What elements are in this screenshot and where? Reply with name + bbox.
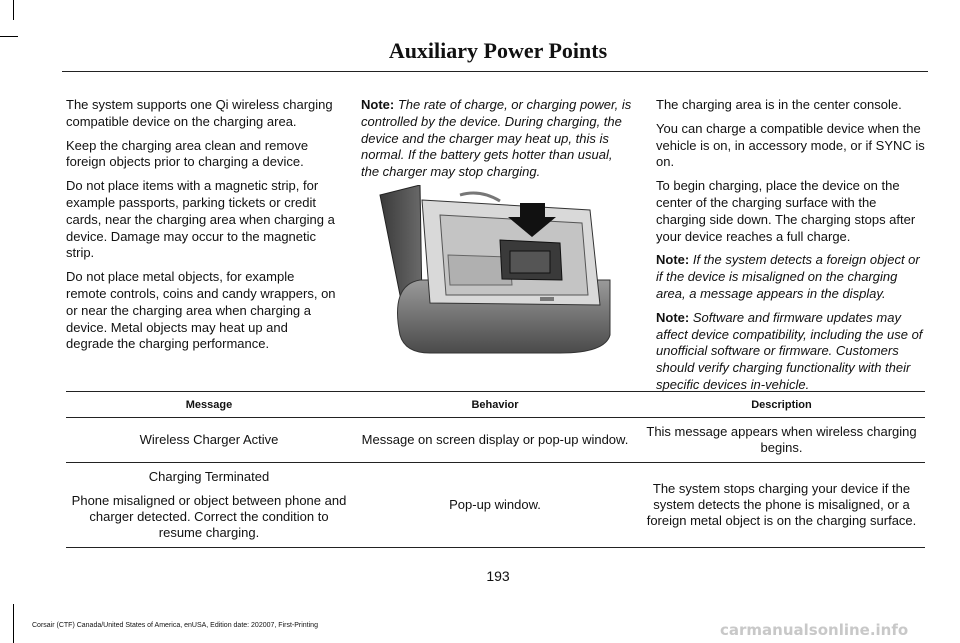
note-text: If the system detects a foreign object or if the device is misaligned on the charging area, a message appears in the display. — [656, 252, 920, 301]
footer-edition: Corsair (CTF) Canada/United States of America, enUSA, Edition date: 202007, First-Printing — [32, 622, 318, 629]
description-cell: The system stops charging your device if the system detects the phone is misaligned, or a foreign metal object is on the charging surface. — [638, 463, 925, 548]
table-header-row — [66, 392, 925, 418]
title-divider — [62, 71, 928, 72]
note-label: Note: — [361, 97, 395, 112]
note-label: Note: — [656, 252, 690, 268]
crop-mark — [13, 604, 14, 643]
behavior-cell: Message on screen display or pop-up window. — [352, 418, 638, 463]
note — [656, 252, 928, 302]
text-column-1 — [66, 97, 338, 360]
note — [656, 310, 928, 394]
note-text: Software and firmware updates may affect device compatibility, including the use of unofficial software or firmware. Customers should verify charging functionality with their specific devices in-vehicle. — [656, 309, 923, 392]
watermark: carmanualsonline.info — [720, 621, 909, 639]
column-header: Behavior — [352, 392, 638, 418]
note-text: The rate of charge, or charging power, is controlled by the device. During charging, the device and the charger may heat up, this is normal. If the battery gets hotter than usual, the charger may stop charging. — [361, 97, 632, 180]
message-text: Wireless Charger Active — [139, 432, 279, 447]
page-number: 193 — [486, 568, 510, 584]
center-console-icon — [360, 185, 620, 355]
paragraph: Do not place metal objects, for example remote controls, coins and candy wrappers, on or near the charging area when charging a device. Metal objects may heat up and degrade the charging performance. — [66, 269, 336, 352]
message-text: Phone misaligned or object between phone and charger detected. Correct the condition to resume charging. — [71, 493, 347, 540]
messages-table — [66, 391, 925, 548]
column-header: Description — [638, 392, 925, 418]
column-header: Message — [66, 392, 352, 418]
paragraph: The charging area is in the center console. — [656, 97, 902, 112]
note — [361, 97, 633, 181]
message-text: Charging Terminated — [148, 469, 270, 484]
message-cell — [66, 418, 352, 463]
table-row — [66, 463, 925, 548]
crop-mark — [13, 0, 14, 20]
paragraph: To begin charging, place the device on the center of the charging surface with the charging side down. The charging stops after your device reaches a full charge. — [656, 178, 916, 244]
description-cell: This message appears when wireless charging begins. — [638, 418, 925, 463]
paragraph: Keep the charging area clean and remove foreign objects prior to charging a device. — [66, 137, 309, 170]
behavior-cell: Pop-up window. — [352, 463, 638, 548]
charging-console-illustration — [360, 185, 620, 355]
page-title: Auxiliary Power Points — [388, 38, 608, 63]
text-column-3 — [656, 97, 928, 401]
paragraph: The system supports one Qi wireless charging compatible device on the charging area. — [66, 97, 333, 129]
paragraph: Do not place items with a magnetic strip, for example passports, parking tickets or credit cards, near the charging area when charging a device. Damage may occur to the magnetic strip. — [66, 178, 335, 261]
table-row — [66, 418, 925, 463]
crop-mark — [0, 36, 18, 37]
note-label: Note: — [656, 309, 690, 325]
paragraph: You can charge a compatible device when the vehicle is on, in accessory mode, or if SYNC is on. — [656, 120, 925, 170]
text-column-2 — [361, 97, 633, 188]
message-cell — [66, 463, 352, 548]
